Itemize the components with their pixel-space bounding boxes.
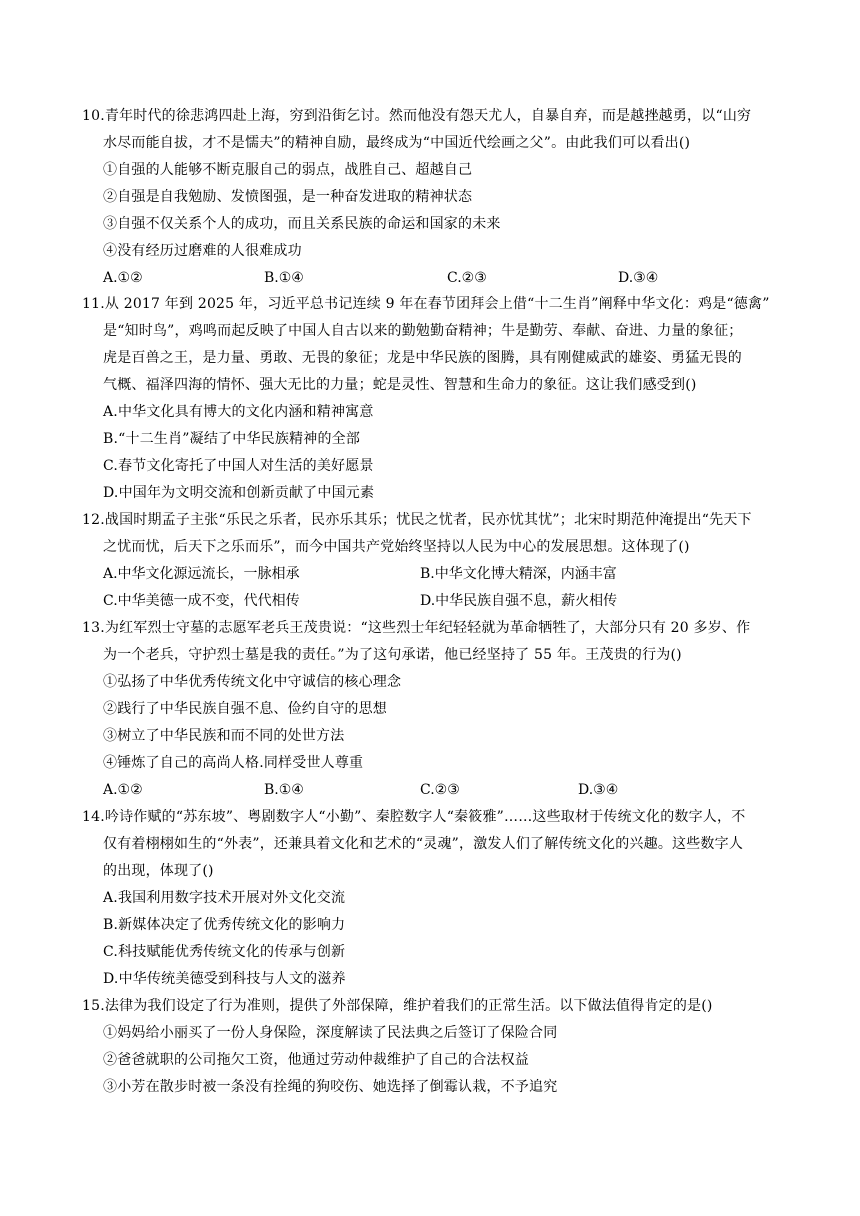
statement-item: ①弘扬了中华优秀传统文化中守诚信的核心理念 xyxy=(103,674,402,690)
statement-item: ③自强不仅关系个人的成功，而且关系民族的命运和国家的未来 xyxy=(103,216,501,232)
question-stem-line: 15.法律为我们设定了行为准则，提供了外部保障，维护着我们的正常生活。以下做法值得肯定的是() xyxy=(82,998,713,1014)
choice-c[interactable]: C.②③ xyxy=(420,782,460,798)
question-stem-line: 为一个老兵，守护烈士墓是我的责任。”为了这句承诺，他已经坚持了 55 年。王茂贵的行为() xyxy=(103,647,682,663)
choice-b[interactable]: B.“十二生肖”凝结了中华民族精神的全部 xyxy=(103,431,361,447)
statement-item: ③小芳在散步时被一条没有拴绳的狗咬伤、她选择了倒霉认栽，不予追究 xyxy=(103,1079,558,1095)
choice-c[interactable]: C.春节文化寄托了中国人对生活的美好愿景 xyxy=(103,458,374,474)
choice-d[interactable]: D.③④ xyxy=(618,270,659,286)
statement-item: ①妈妈给小丽买了一份人身保险，深度解读了民法典之后签订了保险合同 xyxy=(103,1025,558,1041)
question-stem-line: 之忧而忧，后天下之乐而乐”，而今中国共产党始终坚持以人民为中心的发展思想。这体现了() xyxy=(103,539,690,555)
question-stem-line: 14.吟诗作赋的“苏东坡”、粤剧数字人“小勤”、秦腔数字人“秦筱雅”……这些取材于传统文化的数字人，不 xyxy=(82,809,746,825)
question-stem-line: 的出现，体现了() xyxy=(103,863,214,879)
question-stem-line: 13.为红军烈士守墓的志愿军老兵王茂贵说：“这些烈士年纪轻轻就为革命牺牲了，大部分只有 20 多岁、作 xyxy=(82,620,751,636)
statement-item: ①自强的人能够不断克服自己的弱点，战胜自己、超越自己 xyxy=(103,162,473,178)
choice-a[interactable]: A.①② xyxy=(103,782,143,798)
choice-a[interactable]: A.①② xyxy=(103,270,143,286)
choice-c[interactable]: C.②③ xyxy=(447,270,487,286)
choice-d[interactable]: D.中华民族自强不息，薪火相传 xyxy=(420,593,618,609)
question-stem-line: 仅有着栩栩如生的“外表”，还兼具着文化和艺术的“灵魂”，激发人们了解传统文化的兴趣。这些数字人 xyxy=(103,836,744,852)
choice-b[interactable]: B.中华文化博大精深，内涵丰富 xyxy=(420,566,617,582)
choice-a[interactable]: A.中华文化具有博大的文化内涵和精神寓意 xyxy=(103,404,374,420)
choice-b[interactable]: B.新媒体决定了优秀传统文化的影响力 xyxy=(103,917,346,933)
statement-item: ③树立了中华民族和而不同的处世方法 xyxy=(103,728,345,744)
question-stem-line: 10.青年时代的徐悲鸿四赴上海，穷到沿街乞讨。然而他没有怨天尤人，自暴自弃，而是越挫越勇，以“山穷 xyxy=(82,108,752,124)
choice-d[interactable]: D.中华传统美德受到科技与人文的滋养 xyxy=(103,971,346,987)
statement-item: ②爸爸就职的公司拖欠工资，他通过劳动仲裁维护了自己的合法权益 xyxy=(103,1052,529,1068)
choice-a[interactable]: A.我国利用数字技术开展对外文化交流 xyxy=(103,890,346,906)
question-stem-line: 11.从 2017 年到 2025 年，习近平总书记连续 9 年在春节团拜会上借“十二生肖”阐释中华文化：鸡是“德禽” xyxy=(82,296,770,312)
question-stem-line: 水尽而能自拔，才不是懦夫”的精神自励，最终成为“中国近代绘画之父”。由此我们可以看出() xyxy=(103,135,691,151)
statement-item: ②自强是自我勉励、发愤图强，是一种奋发进取的精神状态 xyxy=(103,189,473,205)
statement-item: ④锤炼了自己的高尚人格.同样受世人尊重 xyxy=(103,755,364,771)
choice-c[interactable]: C.科技赋能优秀传统文化的传承与创新 xyxy=(103,944,346,960)
question-stem-line: 虎是百兽之王，是力量、勇敢、无畏的象征；龙是中华民族的图腾，具有刚健威武的雄姿、勇猛无畏的 xyxy=(103,350,742,366)
question-stem-line: 是“知时鸟”，鸡鸣而起反映了中国人自古以来的勤勉勤奋精神；牛是勤劳、奉献、奋进、力量的象征； xyxy=(103,323,743,339)
choice-d[interactable]: D.中国年为文明交流和创新贡献了中国元素 xyxy=(103,485,375,501)
choice-d[interactable]: D.③④ xyxy=(578,782,619,798)
choice-a[interactable]: A.中华文化源远流长，一脉相承 xyxy=(103,566,300,582)
choice-b[interactable]: B.①④ xyxy=(264,782,304,798)
question-stem-line: 12.战国时期孟子主张“乐民之乐者，民亦乐其乐；忧民之忧者，民亦忧其忧”；北宋时期范仲淹提出“先天下 xyxy=(82,512,752,528)
statement-item: ④没有经历过磨难的人很难成功 xyxy=(103,243,302,259)
choice-c[interactable]: C.中华美德一成不变，代代相传 xyxy=(103,593,300,609)
statement-item: ②践行了中华民族自强不息、俭约自守的思想 xyxy=(103,701,387,717)
question-stem-line: 气概、福泽四海的情怀、强大无比的力量；蛇是灵性、智慧和生命力的象征。这让我们感受到() xyxy=(103,377,697,393)
choice-b[interactable]: B.①④ xyxy=(264,270,304,286)
